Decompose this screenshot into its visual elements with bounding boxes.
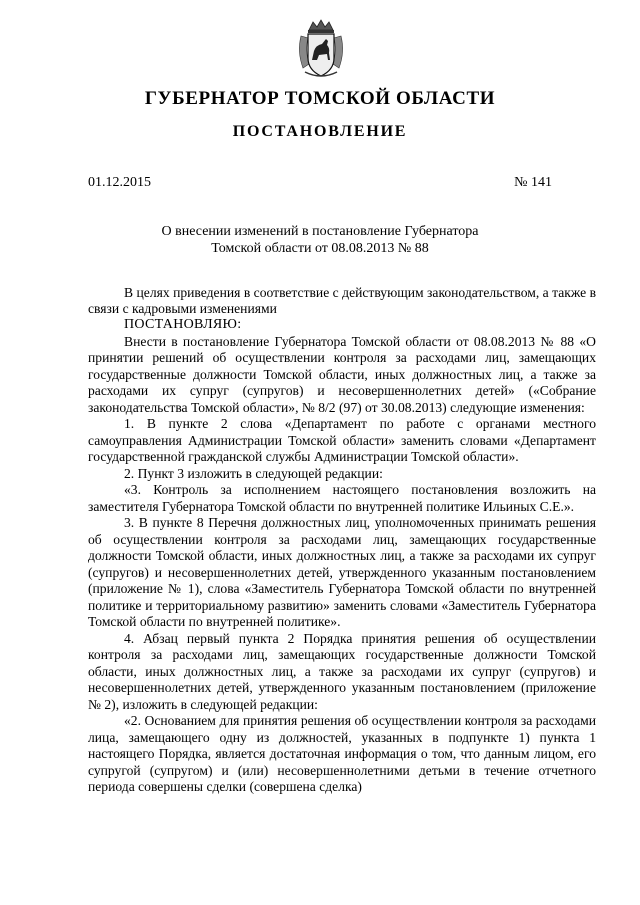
- document-number: № 141: [514, 175, 552, 190]
- paragraph-amend: Внести в постановление Губернатора Томской области от 08.08.2013 № 88 «О принятии решений об осуществлении контроля за расходами лиц, замещающих государственные должности Томской области, иных должностных лиц, а также за расходами их супруг (супругов) и несовершеннолетних детей» («Собрание законодательства Томской области», № 8/2 (97) от 30.08.2013) следующие изменения:: [88, 333, 596, 415]
- coat-of-arms-emblem: [295, 18, 347, 80]
- document-type: ПОСТАНОВЛЕНИЕ: [232, 123, 408, 140]
- document-subject: [140, 223, 500, 257]
- issuer-title: ГУБЕРНАТОР ТОМСКОЙ ОБЛАСТИ: [144, 88, 496, 109]
- paragraph-item-4: 4. Абзац первый пункта 2 Порядка принятия решения об осуществлении контроля за расходами лиц, замещающих государственные должности Томской области, иных должностных лиц, а также за расходами их супруг (супругов) и несовершеннолетних детей, утвержденного указанным постановлением (приложение № 2), изложить в следующей редакции:: [88, 630, 596, 712]
- document-date: 01.12.2015: [88, 175, 151, 190]
- paragraph-item-4-text: «2. Основанием для принятия решения об осуществлении контроля за расходами лица, замещающего одну из должностей, указанных в подпункте 1) пункта 1 настоящего Порядка, является достаточная информация о том, что данным лицом, его супругой (супругом) и (или) несовершеннолетними детьми в течение отчетного периода совершены сделки (совершена сделка): [88, 713, 596, 794]
- subject-line-2: Томской области от 08.08.2013 № 88: [211, 241, 429, 256]
- intro-paragraph: В целях приведения в соответствие с действующим законодательством, а также в связи с кадровыми изменениями: [88, 285, 596, 316]
- paragraph-item-3: 3. В пункте 8 Перечня должностных лиц, уполномоченных принимать решения об осуществлении контроля за расходами лиц, замещающих государственные должности Томской области, иных должностных лиц, а также за расходами их супруг (супругов) и несовершеннолетних детей, утвержденного указанным постановлением (приложение № 1), слова «Заместитель Губернатора Томской области по внутренней политике и территориальному развитию» заменить словами «Заместитель Губернатора Томской области по внутренней политике».: [88, 515, 596, 629]
- subject-line-1: О внесении изменений в постановление Губернатора: [161, 224, 479, 239]
- paragraph-item-2: 2. Пункт 3 изложить в следующей редакции:: [124, 465, 383, 481]
- paragraph-item-2-text: «3. Контроль за исполнением настоящего постановления возложить на заместителя Губернатора Томской области по внутренней политике Ильиных С.Е.».: [88, 482, 596, 514]
- resolve-heading: ПОСТАНОВЛЯЮ:: [124, 317, 242, 332]
- document-body: [88, 285, 596, 796]
- paragraph-item-1: 1. В пункте 2 слова «Департамент по работе с органами местного самоуправления Администрации Томской области» заменить словами «Департамент государственной гражданской службы Администрации Томской области».: [88, 416, 596, 464]
